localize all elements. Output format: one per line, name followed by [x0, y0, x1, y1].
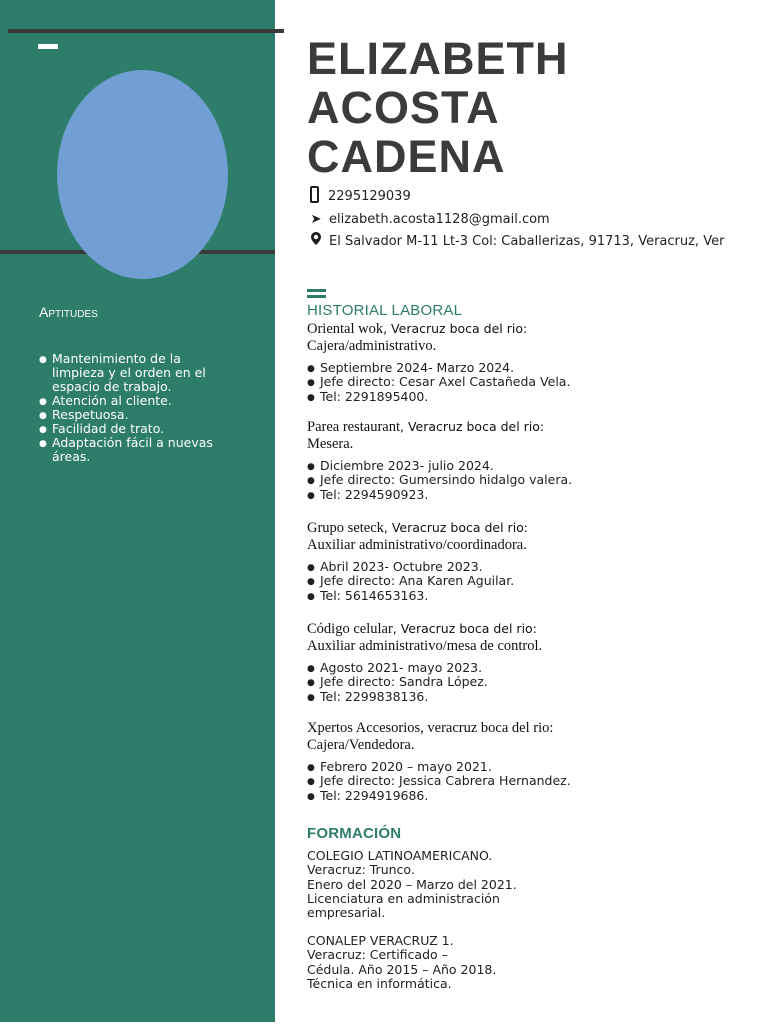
avatar — [57, 70, 228, 279]
job-company: Parea restaurant — [307, 419, 400, 435]
list-item: ● Atención al cliente. — [39, 394, 229, 408]
job-detail: ● Tel: 2294590923. — [307, 488, 747, 502]
job-role: Auxiliar administrativo/coordinadora. — [307, 537, 527, 553]
education-entry — [307, 934, 567, 991]
list-item: ● Adaptación fácil a nuevas áreas. — [39, 436, 229, 464]
aptitudes-title: Aptitudes — [39, 304, 98, 320]
decorative-dash — [38, 44, 58, 49]
education-title: FORMACIÓN — [307, 825, 402, 842]
school-dates: Enero del 2020 – Marzo del 2021. — [307, 876, 517, 892]
job-entry — [307, 418, 747, 502]
first-name: ELIZABETH — [307, 33, 569, 84]
list-item: ● Respetuosa. — [39, 408, 229, 422]
job-detail: ● Jefe directo: Jessica Cabrera Hernandez. — [307, 774, 747, 788]
school-name: COLEGIO LATINOAMERICANO. — [307, 848, 493, 863]
job-company: Oriental wok — [307, 321, 384, 337]
school-name: CONALEP VERACRUZ 1. — [307, 933, 454, 948]
job-entry — [307, 320, 747, 404]
job-entry — [307, 620, 747, 704]
job-detail: ● Jefe directo: Sandra López. — [307, 675, 747, 689]
school-dates: Cédula. Año 2015 – Año 2018. — [307, 961, 497, 977]
top-divider — [8, 29, 284, 33]
job-detail: ● Agosto 2021- mayo 2023. — [307, 661, 747, 675]
location-pin-icon — [309, 232, 323, 249]
job-location: , Veracruz boca del rio: — [383, 520, 529, 535]
job-location: , Veracruz boca del rio: — [392, 621, 537, 636]
job-role: Cajera/administrativo. — [307, 338, 437, 354]
aptitudes-list — [39, 352, 229, 464]
full-name — [307, 34, 747, 181]
job-detail: ● Tel: 2294919686. — [307, 789, 747, 803]
school-status: Veracruz: Certificado – — [307, 947, 448, 963]
job-company: Código celular — [307, 621, 393, 637]
contact-address — [309, 232, 729, 249]
job-entry — [307, 519, 747, 603]
job-detail: ● Septiembre 2024- Marzo 2024. — [307, 361, 747, 375]
job-entry — [307, 720, 747, 803]
education-entry — [307, 849, 567, 920]
job-role: Mesera. — [307, 436, 354, 452]
job-detail: ● Febrero 2020 – mayo 2021. — [307, 760, 747, 774]
section-deco-top — [307, 289, 326, 292]
list-item: ● Mantenimiento de la limpieza y el orden en el espacio de trabajo. — [39, 352, 229, 394]
school-status: Veracruz: Trunco. — [307, 862, 415, 878]
phone-icon — [310, 186, 319, 203]
job-detail: ● Jefe directo: Gumersindo hidalgo valera. — [307, 473, 747, 487]
list-item: ● Facilidad de trato. — [39, 422, 229, 436]
section-deco-bottom — [307, 295, 326, 298]
contact-email — [309, 212, 729, 227]
job-detail: ● Jefe directo: Cesar Axel Castañeda Vela. — [307, 375, 747, 389]
job-detail: ● Diciembre 2023- julio 2024. — [307, 459, 747, 473]
job-detail: ● Tel: 2299838136. — [307, 690, 747, 704]
school-degree: Licenciatura en administración empresarial. — [307, 890, 500, 921]
paper-plane-icon: ➤ — [310, 212, 322, 227]
job-detail: ● Tel: 2291895400. — [307, 390, 747, 404]
address-text: El Salvador M-11 Lt-3 Col: Caballerizas, 91713, Veracruz, Ver — [329, 234, 725, 249]
job-location: , Veracruz boca del rio: — [400, 419, 545, 434]
job-detail: ● Abril 2023- Octubre 2023. — [307, 560, 747, 574]
job-detail: ● Tel: 5614653163. — [307, 589, 747, 603]
job-detail: ● Jefe directo: Ana Karen Aguilar. — [307, 574, 747, 588]
last-name-1: ACOSTA — [307, 82, 500, 133]
school-degree: Técnica en informática. — [307, 975, 452, 991]
last-name-2: CADENA — [307, 131, 506, 182]
job-company: Grupo seteck — [307, 520, 384, 536]
job-location: , Veracruz boca del rio: — [383, 321, 528, 336]
email-address: elizabeth.acosta1128@gmail.com — [329, 212, 550, 227]
contact-phone — [309, 186, 729, 204]
job-company: Xpertos Accesorios, veracruz boca del rio: Cajera/Vendedora. — [307, 720, 554, 753]
phone-number: 2295129039 — [328, 189, 411, 204]
job-role: Auxiliar administrativo/mesa de control. — [307, 638, 543, 654]
work-history-title: HISTORIAL LABORAL — [307, 302, 463, 319]
